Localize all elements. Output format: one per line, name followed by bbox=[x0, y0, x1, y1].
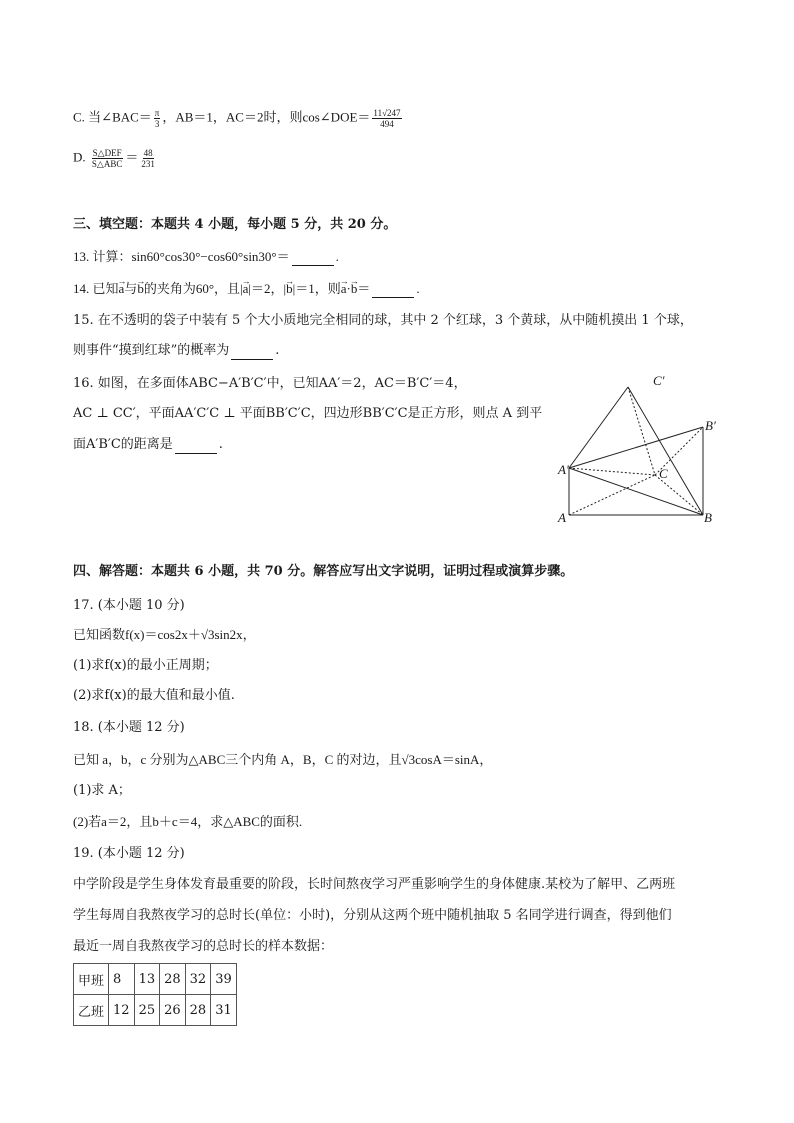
table-cell: 26 bbox=[160, 995, 186, 1026]
option-c-fraction-1: $\frac{\pi}{3}$ bbox=[154, 108, 160, 129]
edge-c-prime-a-prime bbox=[569, 387, 628, 468]
table-row bbox=[74, 995, 237, 1026]
label-b-prime: B′ bbox=[705, 418, 716, 433]
question-15-line-1: 15. 在不透明的袋子中装有 5 个大小质地完全相同的球，其中 2 个红球，3 个黄球，从中随机摸出 1 个球， bbox=[73, 313, 693, 328]
edge-a-prime-c bbox=[569, 468, 655, 475]
option-d: D. $\frac{\text{S△DEF}}{\text{S△ABC}}$ ＝ $\frac{48}{231}$ bbox=[73, 148, 155, 169]
answer-blank-14[interactable] bbox=[372, 285, 414, 298]
edge-a-prime-b-prime bbox=[569, 427, 703, 468]
table-cell: 8 bbox=[109, 964, 135, 995]
option-c-middle: ，AB＝1，AC＝2时，则cos∠DOE＝ bbox=[162, 109, 371, 125]
option-c bbox=[73, 108, 404, 129]
table-cell: 乙班 bbox=[74, 995, 109, 1026]
answer-blank-13[interactable] bbox=[292, 253, 334, 266]
option-c-fraction-2: $\frac{11√247}{494}$ bbox=[373, 108, 401, 129]
table-cell: 甲班 bbox=[74, 964, 109, 995]
question-19-line-1: 中学阶段是学生身体发育最重要的阶段，长时间熬夜学习严重影响学生的身体健康.某校为了解甲、乙两班 bbox=[73, 877, 676, 892]
table-cell: 25 bbox=[134, 995, 160, 1026]
question-17-heading: 17. (本小题 10 分) bbox=[73, 598, 185, 613]
option-d-area-ratio: $\frac{\text{S△DEF}}{\text{S△ABC}}$ bbox=[91, 148, 123, 169]
question-19-heading: 19. (本小题 12 分) bbox=[73, 846, 185, 861]
table-row bbox=[74, 964, 237, 995]
edge-c-b bbox=[655, 475, 703, 515]
option-d-prefix: D. bbox=[73, 149, 89, 165]
question-18-stem: 已知 a，b，c 分别为△ABC三个内角 A，B，C 的对边，且√3cosA＝sinA， bbox=[73, 752, 493, 767]
sample-data-table bbox=[73, 963, 237, 1026]
question-16-line-3: 面A′B′C的距离是 . bbox=[73, 437, 223, 452]
question-17-part-2: (2)求f(x)的最大值和最小值. bbox=[73, 688, 235, 703]
label-a: A bbox=[558, 510, 566, 525]
answer-blank-16[interactable] bbox=[175, 441, 217, 454]
question-19-line-3: 最近一周自我熬夜学习的总时长的样本数据： bbox=[73, 939, 334, 954]
table-cell: 13 bbox=[134, 964, 160, 995]
option-c-prefix: C. 当∠BAC＝ bbox=[73, 109, 152, 125]
polyhedron-figure bbox=[555, 370, 735, 530]
question-18-heading: 18. (本小题 12 分) bbox=[73, 720, 185, 735]
table-cell: 28 bbox=[160, 964, 186, 995]
edge-c-prime-c bbox=[628, 387, 655, 475]
table-cell: 32 bbox=[185, 964, 211, 995]
edge-c-prime-b bbox=[628, 387, 703, 515]
question-18-part-1: (1)求 A； bbox=[73, 783, 131, 798]
question-13: 13. 计算：sin60°cos30°−cos60°sin30°＝ . bbox=[73, 249, 339, 264]
table-cell: 39 bbox=[211, 964, 237, 995]
label-b: B bbox=[704, 510, 712, 525]
question-15-line-2: 则事件“摸到红球”的概率为 . bbox=[73, 343, 280, 358]
label-c: C bbox=[659, 466, 668, 481]
table-cell: 31 bbox=[211, 995, 237, 1026]
question-18-part-2: (2)若a＝2，且b＋c＝4，求△ABC的面积. bbox=[73, 814, 303, 829]
question-17-part-1: (1)求f(x)的最小正周期； bbox=[73, 658, 218, 673]
question-14: 14. 已知→ a与→ b的夹角为60°，且|→ a|＝2，|→ b|＝1，则→ a·→ b＝ . bbox=[73, 280, 420, 298]
section-3-title: 三、填空题：本题共 4 小题，每小题 5 分，共 20 分。 bbox=[73, 217, 397, 232]
label-c-prime: C′ bbox=[653, 373, 665, 388]
question-17-stem: 已知函数f(x)＝cos2x＋√3sin2x， bbox=[73, 627, 256, 642]
section-4-title: 四、解答题：本题共 6 小题，共 70 分。解答应写出文字说明，证明过程或演算步骤。 bbox=[73, 564, 574, 579]
table-cell: 28 bbox=[185, 995, 211, 1026]
label-a-prime: A′ bbox=[558, 462, 569, 477]
edge-a-prime-b bbox=[569, 468, 703, 515]
edge-a-c bbox=[569, 475, 655, 515]
option-d-value: $\frac{48}{231}$ bbox=[141, 148, 155, 169]
question-16-line-2: AC ⊥ CC′，平面AA′C′C ⊥ 平面BB′C′C，四边形BB′C′C是正方形，则点 A 到平 bbox=[73, 406, 543, 421]
question-16-line-1: 16. 如图，在多面体ABC−A′B′C′中，已知AA′＝2，AC＝B′C′＝4， bbox=[73, 376, 467, 391]
answer-blank-15[interactable] bbox=[231, 347, 273, 360]
table-cell: 12 bbox=[109, 995, 135, 1026]
question-19-line-2: 学生每周自我熬夜学习的总时长(单位：小时)，分别从这两个班中随机抽取 5 名同学进行调查，得到他们 bbox=[73, 908, 672, 923]
